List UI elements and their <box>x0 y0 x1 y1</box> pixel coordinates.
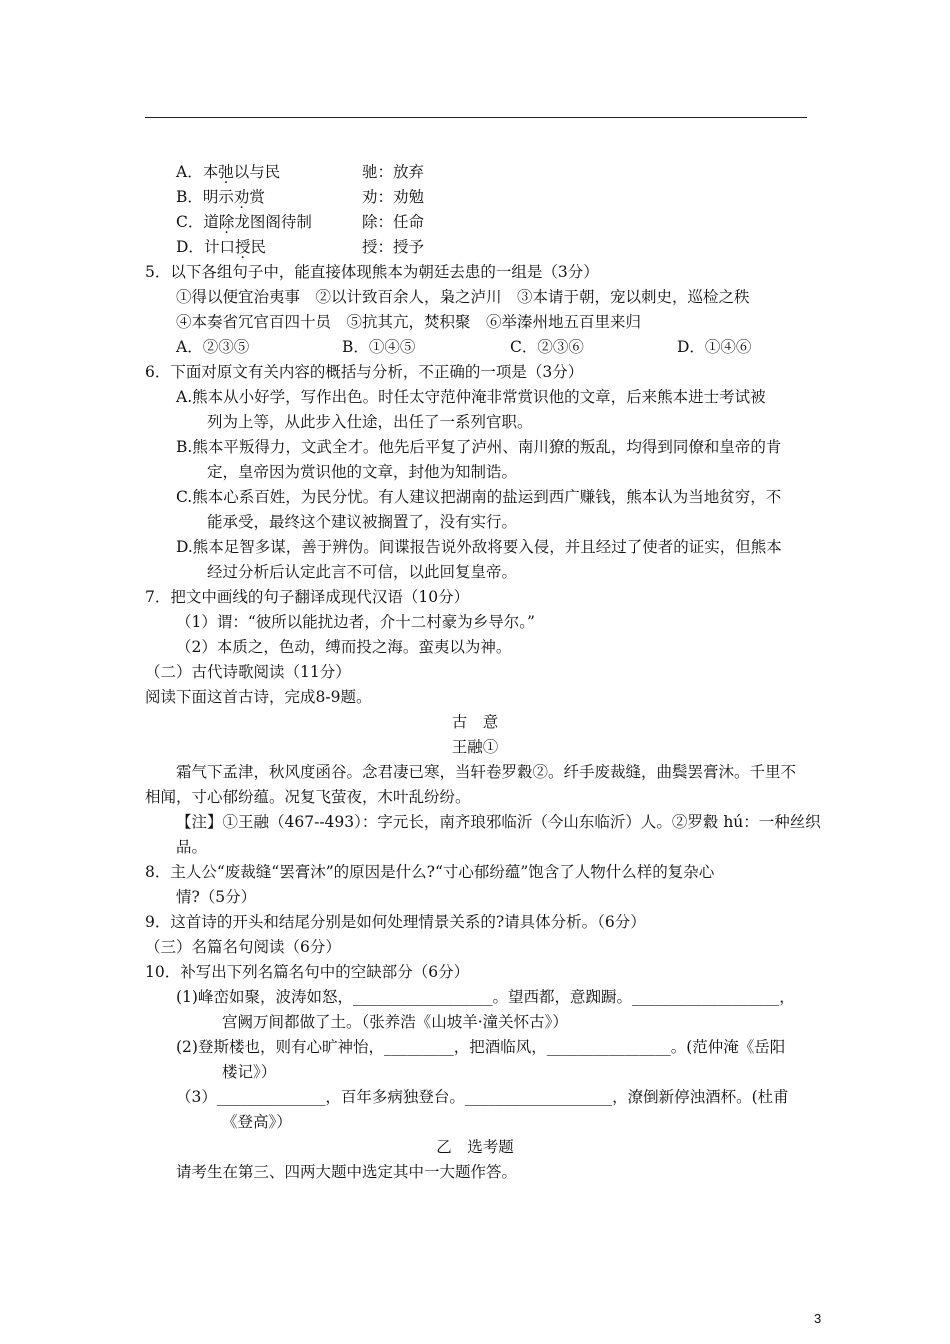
poem-note-line-2: 品。 <box>176 838 208 856</box>
q5-stem: 5．以下各组句子中，能直接体现熊本为朝廷去患的一组是（3分） <box>145 263 599 281</box>
q4-option-d: D．计口授民 <box>176 238 266 256</box>
emphasis-char: 除 <box>218 213 235 231</box>
poem-line-2: 相闻，寸心郁纷蕴。况复飞萤夜，木叶乱纷纷。 <box>145 788 471 806</box>
q6-option-a-line2: 列为上等，从此步入仕途，出任了一系列官职。 <box>207 413 533 431</box>
q5-choice-c: C．②③⑥ <box>510 338 584 356</box>
q10-item-1-line-2: 宫阙万间都做了土。（张养浩《山坡羊·潼关怀古》） <box>222 1013 568 1031</box>
q10-item-3-line-1: （3）______________，百年多病独登台。___________________，潦倒新停浊酒杯。(杜甫 <box>176 1088 789 1106</box>
q6-option-a-line1: A.熊本从小好学，写作出色。时任太守范仲淹非常赏识他的文章，后来熊本进士考试被 <box>176 388 766 406</box>
q4-gloss-a: 驰：放弃 <box>362 163 425 181</box>
q4-gloss-b: 劝：劝勉 <box>362 188 425 206</box>
header-rule <box>145 117 807 118</box>
q5-choice-b: B．①④⑤ <box>342 338 416 356</box>
poem-note-line-1: 【注】①王融（467--493）：字元长，南齐琅邪临沂（今山东临沂）人。②罗縠 hú：一种丝织 <box>176 813 821 831</box>
q10-stem: 10．补写出下列名篇名句中的空缺部分（6分） <box>145 963 470 981</box>
q5-items-row1: ①得以便宜治夷事 ②以计致百余人，枭之泸川 ③本请于朝，宠以刺史，巡检之秩 <box>176 288 750 306</box>
emphasis-char: 授 <box>234 238 251 256</box>
q6-option-d-line2: 经过分析后认定此言不可信，以此回复皇帝。 <box>207 563 518 581</box>
poem-title: 古 意 <box>451 713 499 731</box>
q4-gloss-c: 除：任命 <box>362 213 425 231</box>
part-b-instruction: 请考生在第三、四两大题中选定其中一大题作答。 <box>176 1163 518 1181</box>
emphasis-char: 弛 <box>218 163 234 181</box>
q10-item-1-line-1: (1)峰峦如聚，波涛如怒，__________________。望西都，意踟蹰。___________________， <box>176 988 795 1006</box>
poem-author: 王融① <box>451 738 499 756</box>
poetry-intro: 阅读下面这首古诗，完成8-9题。 <box>145 688 372 706</box>
part-b-title: 乙 选考题 <box>436 1138 514 1156</box>
q4-option-b: B．明示劝赏 <box>176 188 265 206</box>
q8-line-2: 情?（5分） <box>176 888 257 906</box>
q9-stem: 9．这首诗的开头和结尾分别是如何处理情景关系的?请具体分析。（6分） <box>145 913 646 931</box>
q6-stem: 6．下面对原文有关内容的概括与分析，不正确的一项是（3分） <box>145 363 584 381</box>
q4-gloss-d: 授：授予 <box>362 238 425 256</box>
q6-option-c-line2: 能承受，最终这个建议被搁置了，没有实行。 <box>207 513 518 531</box>
section-heading-poetry: （二）古代诗歌阅读（11分） <box>145 663 351 681</box>
section-heading-famous-lines: （三）名篇名句阅读（6分） <box>145 938 341 956</box>
q4-option-a: A．本弛以与民 <box>176 163 281 181</box>
poem-line-1: 霜气下孟津，秋风度函谷。念君凄已寒，当轩卷罗縠②。纤手废裁缝，曲鬓罢膏沐。千里不 <box>176 763 797 781</box>
q6-option-b-line1: B.熊本平叛得力，文武全才。他先后平复了泸州、南川獠的叛乱，均得到同僚和皇帝的肯 <box>176 438 782 456</box>
page-number: 3 <box>814 1311 822 1326</box>
emphasis-char: 劝 <box>233 188 250 206</box>
q5-choice-a: A．②③⑤ <box>176 338 250 356</box>
q5-items-row2: ④本奏省冗官百四十员 ⑤抗其亢，焚积聚 ⑥举溱州地五百里来归 <box>176 313 642 331</box>
q6-option-b-line2: 定，皇帝因为赏识他的文章，封他为知制诰。 <box>207 463 518 481</box>
q6-option-d-line1: D.熊本足智多谋，善于辨伪。间谍报告说外敌将要入侵，并且经过了使者的证实，但熊本 <box>176 538 782 556</box>
q7-stem: 7．把文中画线的句子翻译成现代汉语（10分） <box>145 588 470 606</box>
q4-option-c: C．道除龙图阁待制 <box>176 213 312 231</box>
q7-sentence-1: （1）谓：“彼所以能扰边者，介十二村豪为乡导尔。” <box>176 613 535 631</box>
q8-line-1: 8．主人公“废裁缝“罢膏沐”的原因是什么?“寸心郁纷蕴”饱含了人物什么样的复杂心 <box>145 863 715 881</box>
q10-item-3-line-2: 《登高》） <box>222 1113 292 1131</box>
q10-item-2-line-2: 楼记》） <box>222 1063 277 1081</box>
q7-sentence-2: （2）本质之，色动，缚而投之海。蛮夷以为神。 <box>176 638 512 656</box>
q6-option-c-line1: C.熊本心系百姓，为民分忧。有人建议把湖南的盐运到西广赚钱，熊本认为当地贫穷，不 <box>176 488 782 506</box>
q10-item-2-line-1: (2)登斯楼也，则有心旷神怡，_________，把酒临风，________________。(范仲淹《岳阳 <box>176 1038 786 1056</box>
q5-choice-d: D．①④⑥ <box>677 338 752 356</box>
